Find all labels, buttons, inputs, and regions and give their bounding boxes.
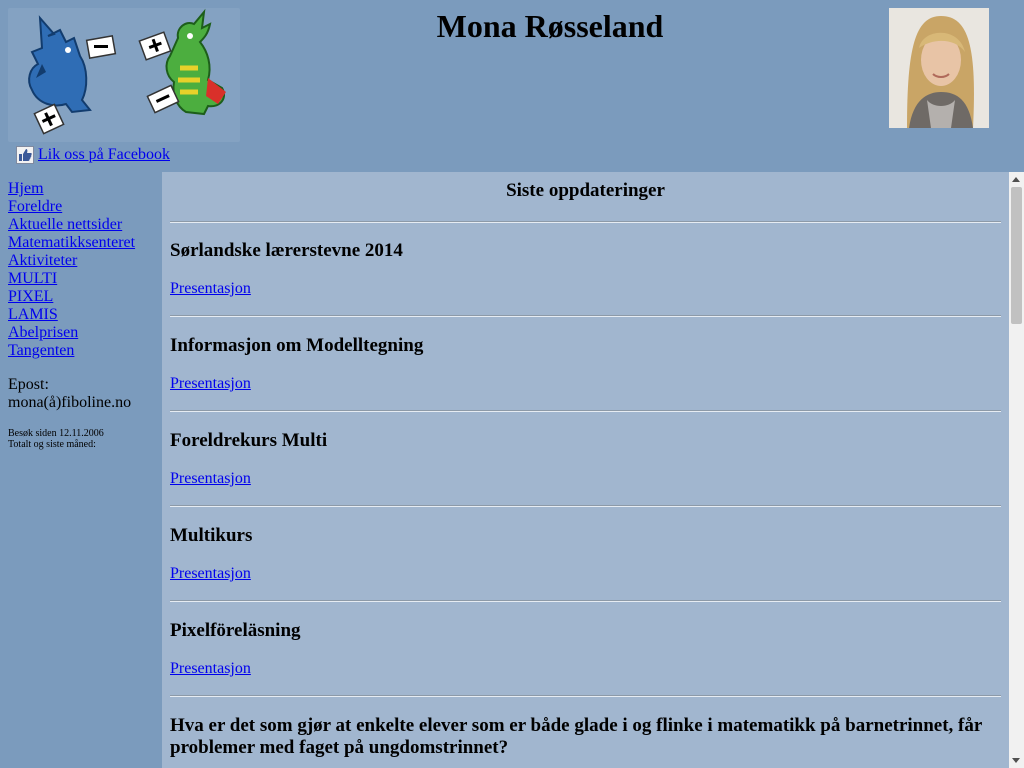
- facebook-like: [16, 143, 170, 167]
- sidebar-item-aktiviteter[interactable]: Aktiviteter: [8, 252, 78, 269]
- email-label: Epost:: [8, 376, 49, 393]
- post: [170, 602, 1001, 695]
- post-presentation-link[interactable]: Presentasjon: [170, 280, 251, 297]
- post-title: Sørlandske lærerstevne 2014: [170, 240, 403, 261]
- visit-counter: [8, 428, 104, 450]
- post-presentation-link[interactable]: Presentasjon: [170, 660, 251, 677]
- visit-counter-line2: Totalt og siste måned:: [8, 439, 96, 450]
- scroll-down-icon[interactable]: [1012, 758, 1020, 763]
- updates-heading: Siste oppdateringer: [506, 180, 665, 201]
- post: [170, 507, 1001, 600]
- post: [170, 317, 1001, 410]
- visit-counter-line1: Besøk siden 12.11.2006: [8, 428, 104, 439]
- sidebar: [0, 172, 161, 768]
- sidebar-item-multi[interactable]: MULTI: [8, 270, 58, 287]
- sidebar-nav: [8, 180, 135, 360]
- math-dragons-logo-icon: [8, 8, 240, 142]
- sidebar-item-matematikksenteret[interactable]: Matematikksenteret: [8, 234, 136, 251]
- post: [170, 412, 1001, 505]
- post-presentation-link[interactable]: Presentasjon: [170, 375, 251, 392]
- scroll-thumb[interactable]: [1011, 187, 1022, 324]
- post: [170, 223, 1001, 315]
- post-title: Pixelföreläsning: [170, 620, 301, 641]
- main-scrollbar[interactable]: [1009, 172, 1024, 768]
- sidebar-item-tangenten[interactable]: Tangenten: [8, 342, 75, 359]
- post-presentation-link[interactable]: Presentasjon: [170, 565, 251, 582]
- sidebar-item-pixel[interactable]: PIXEL: [8, 288, 54, 305]
- scroll-up-icon[interactable]: [1012, 177, 1020, 182]
- post-title: Hva er det som gjør at enkelte elever som er både glade i og flinke i matematikk på barnetrinnet, får problemer med faget på ungdomstrinnet?: [170, 715, 982, 758]
- main-content: [162, 172, 1009, 768]
- post: [170, 697, 1001, 759]
- sidebar-item-aktuelle-nettsider[interactable]: Aktuelle nettsider: [8, 216, 123, 233]
- post-title: Foreldrekurs Multi: [170, 430, 328, 451]
- person-portrait-icon: [889, 8, 989, 128]
- site-title: Mona Røsseland: [436, 8, 664, 44]
- email-address: mona(å)fiboline.no: [8, 394, 132, 411]
- sidebar-item-abelprisen[interactable]: Abelprisen: [8, 324, 79, 341]
- site-logo: [8, 8, 240, 142]
- post-presentation-link[interactable]: Presentasjon: [170, 470, 251, 487]
- post-title: Informasjon om Modelltegning: [170, 335, 424, 356]
- sidebar-item-lamis[interactable]: LAMIS: [8, 306, 58, 323]
- sidebar-item-hjem[interactable]: Hjem: [8, 180, 44, 197]
- sidebar-item-foreldre[interactable]: Foreldre: [8, 198, 63, 215]
- facebook-link[interactable]: Lik oss på Facebook: [38, 146, 170, 163]
- facebook-like-icon[interactable]: [16, 146, 34, 164]
- portrait-photo: [889, 8, 989, 128]
- post-title: Multikurs: [170, 525, 253, 546]
